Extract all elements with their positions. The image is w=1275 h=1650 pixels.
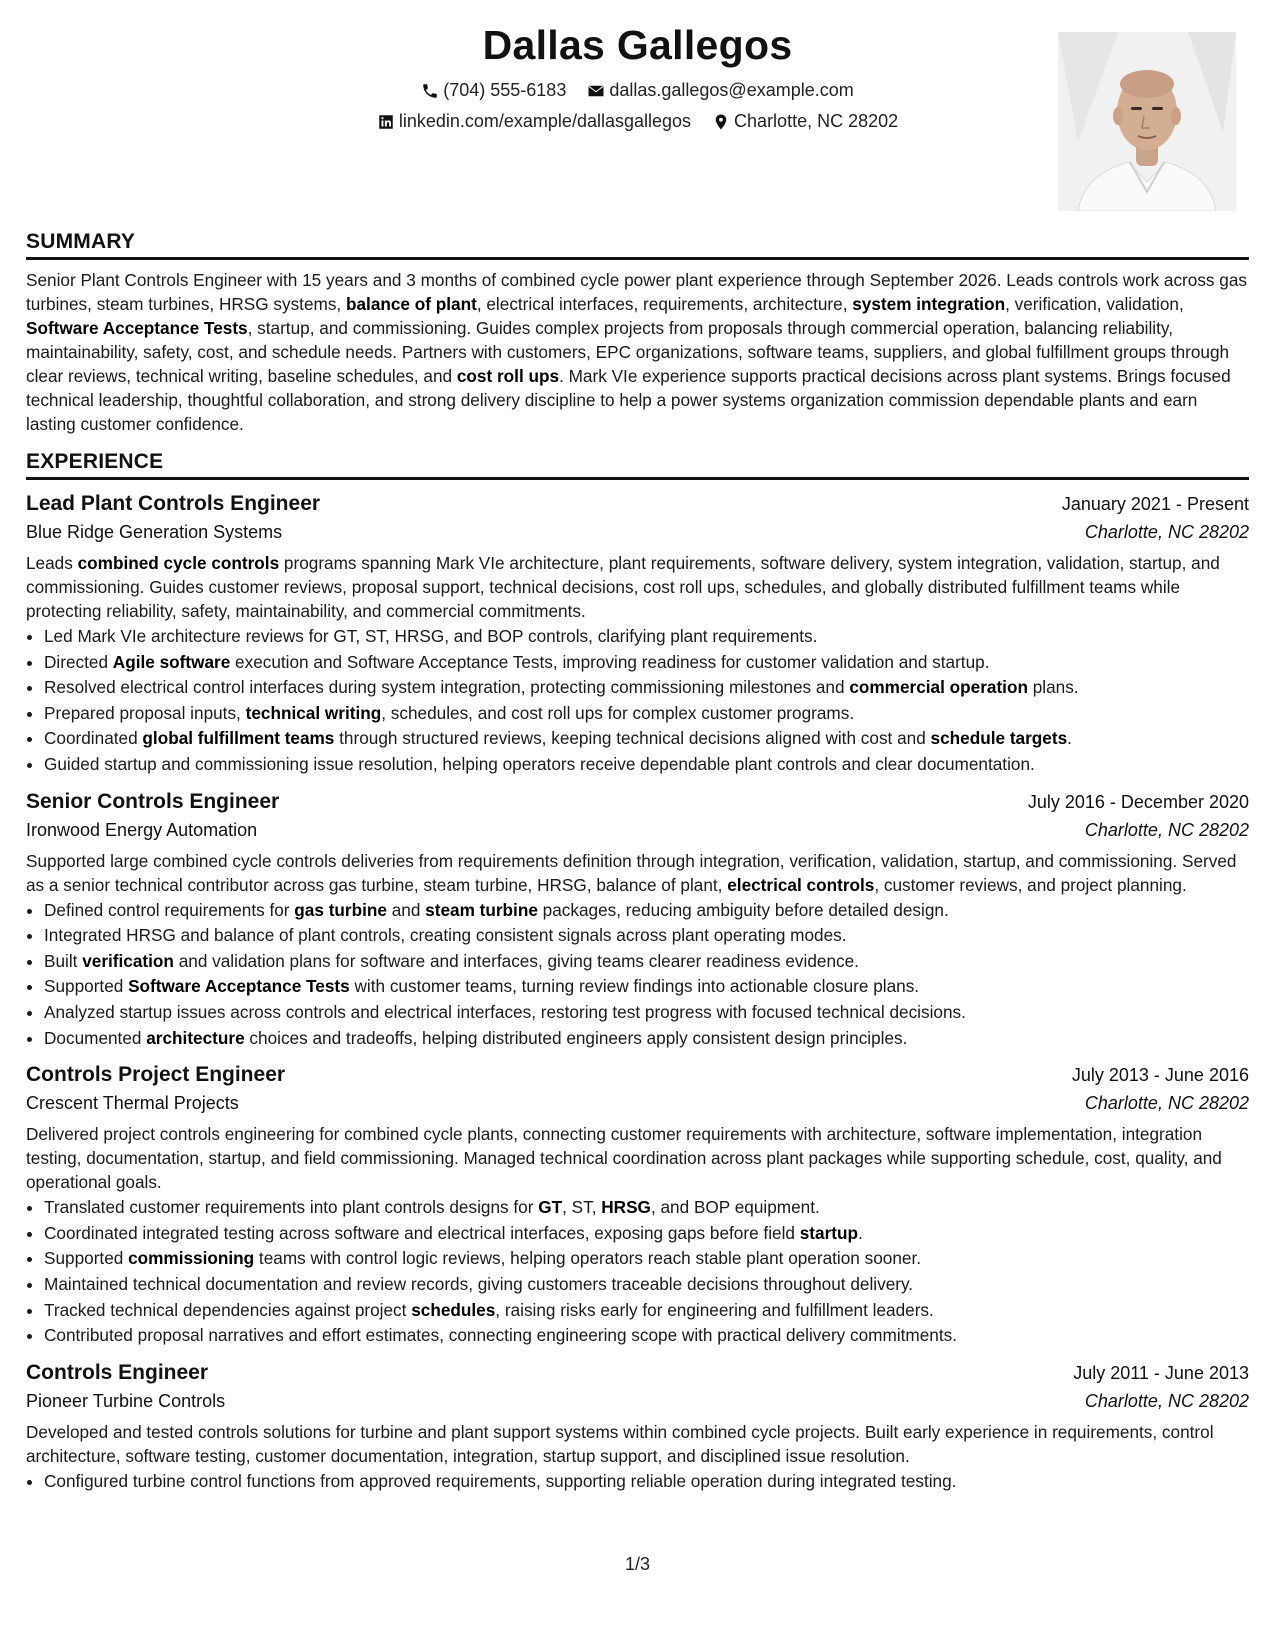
- text-run: Integrated HRSG and balance of plant controls, creating consistent signals across plant operating modes.: [44, 925, 847, 946]
- bullet-item: [44, 1026, 1249, 1052]
- job-location: Charlotte, NC 28202: [1084, 1093, 1249, 1114]
- phone-icon: [421, 82, 439, 100]
- text-run: , startup, and commissioning. Guides complex projects from proposals through commercial operation, balancing reliability, maintainability, safety, cost, and schedule needs. Partners with customers, EPC organizations, software teams, suppliers, and global fulfillment groups through clear reviews, technical writing, baseline schedules, and: [26, 318, 1230, 386]
- page-number: 1/3: [624, 1554, 651, 1574]
- phone-text: (704) 555-6183: [443, 80, 567, 100]
- bullet-item: [44, 1221, 1249, 1247]
- text-run: Coordinated integrated testing across software and electrical interfaces, exposing gaps before field: [44, 1222, 800, 1243]
- bold-keyword: electrical controls: [727, 874, 875, 895]
- bold-keyword: schedule targets: [930, 728, 1068, 749]
- text-run: Translated customer requirements into plant controls designs for: [44, 1197, 539, 1218]
- job-entry: [26, 790, 1249, 1052]
- text-run: , raising risks early for engineering and fulfillment leaders.: [495, 1299, 934, 1320]
- job-dates: July 2011 - June 2013: [1073, 1362, 1249, 1383]
- text-run: Senior Plant Controls Engineer with 15 years and 3 months of combined cycle power plant experience through September 2026. Leads controls work across gas turbines, steam turbines, HRSG systems,: [26, 270, 1247, 314]
- text-run: and validation plans for software and interfaces, giving teams clearer readiness evidence.: [173, 950, 859, 971]
- bullet-item: [44, 949, 1249, 975]
- job-location: Charlotte, NC 28202: [1084, 819, 1249, 840]
- text-run: Developed and tested controls solutions for turbine and plant support systems within combined cycle projects. Built early experience in requirements, control architecture, software testing, customer documentation, integration, startup support, and disciplined issue resolution.: [26, 1421, 1214, 1466]
- bullet-item: [44, 898, 1249, 924]
- job-title: Senior Controls Engineer: [26, 789, 280, 813]
- job-company-row: [26, 1087, 1249, 1114]
- text-run: Directed: [44, 651, 113, 672]
- bullet-item: [44, 752, 1249, 778]
- text-run: Maintained technical documentation and review records, giving customers traceable decisions throughout delivery.: [44, 1273, 914, 1294]
- bold-keyword: gas turbine: [294, 899, 387, 920]
- job-title-row: [26, 790, 1249, 814]
- text-run: Leads: [26, 553, 78, 573]
- resume-header: [26, 18, 1249, 216]
- bullet-item: [44, 624, 1249, 650]
- text-run: and: [386, 899, 426, 920]
- text-run: choices and tradeoffs, helping distributed engineers apply consistent design principles.: [244, 1027, 908, 1048]
- bullet-item: [44, 923, 1249, 949]
- job-description: [26, 551, 1249, 623]
- text-run: Prepared proposal inputs,: [44, 702, 246, 723]
- bullet-item: [44, 1000, 1249, 1026]
- text-run: Supported: [44, 1248, 129, 1269]
- bullet-item: [44, 1195, 1249, 1221]
- bold-keyword: steam turbine: [425, 899, 538, 920]
- text-run: with customer teams, turning review findings into actionable closure plans.: [349, 976, 920, 997]
- bullet-item: [44, 974, 1249, 1000]
- text-run: .: [1067, 728, 1072, 749]
- text-run: Supported large combined cycle controls deliveries from requirements definition through integration, verification, validation, startup, and commissioning. Served as a senior technical contributor across gas turbine, steam turbine, HRSG, balance of plant,: [26, 850, 1237, 895]
- profile-photo: [1058, 32, 1236, 211]
- text-run: . Mark VIe experience supports practical decisions across plant systems. Brings focused technical leadership, thoughtful collaboration, and strong delivery discipline to help a power systems organization commission dependable plants and earn lasting customer confidence.: [26, 366, 1231, 434]
- bold-keyword: cost roll ups: [456, 366, 560, 386]
- text-run: , verification, validation,: [1005, 294, 1184, 314]
- bold-keyword: HRSG: [601, 1197, 651, 1218]
- bullet-item: [44, 1469, 1249, 1495]
- job-company: Crescent Thermal Projects: [26, 1093, 239, 1114]
- bold-keyword: schedules: [411, 1299, 496, 1320]
- text-run: plans.: [1027, 677, 1079, 698]
- text-run: , schedules, and cost roll ups for complex customer programs.: [381, 702, 855, 723]
- text-run: Supported: [44, 976, 129, 997]
- job-title-row: [26, 1063, 1249, 1087]
- text-run: Built: [44, 950, 83, 971]
- linkedin-icon: [377, 113, 395, 131]
- bullet-item: [44, 1298, 1249, 1324]
- job-title: Controls Engineer: [26, 1360, 209, 1384]
- text-run: teams with control logic reviews, helping operators reach stable plant operation sooner.: [254, 1248, 922, 1269]
- bold-keyword: system integration: [852, 294, 1006, 314]
- experience-list: [26, 492, 1249, 1494]
- job-company-row: [26, 814, 1249, 841]
- job-bullets: [26, 898, 1249, 1052]
- bold-keyword: balance of plant: [345, 294, 477, 314]
- bold-keyword: Agile software: [112, 651, 231, 672]
- portrait-image: [1058, 32, 1236, 211]
- bullet-item: [44, 1246, 1249, 1272]
- job-company-row: [26, 516, 1249, 543]
- job-description: [26, 1420, 1249, 1468]
- contact-location: [712, 111, 898, 132]
- text-run: , electrical interfaces, requirements, architecture,: [476, 294, 853, 314]
- summary-text: [26, 268, 1249, 436]
- job-bullets: [26, 624, 1249, 778]
- bold-keyword: technical writing: [245, 702, 382, 723]
- text-run: Led Mark VIe architecture reviews for GT, ST, HRSG, and BOP controls, clarifying plant requirements.: [44, 626, 818, 646]
- summary-heading: SUMMARY: [26, 230, 1249, 260]
- text-run: execution and Software Acceptance Tests, improving readiness for customer validation and startup.: [230, 651, 990, 672]
- contact-linkedin[interactable]: [377, 111, 691, 132]
- bullet-item: [44, 701, 1249, 727]
- job-company: Pioneer Turbine Controls: [26, 1390, 226, 1411]
- text-run: , ST,: [562, 1197, 602, 1218]
- job-title-row: [26, 1361, 1249, 1385]
- text-run: through structured reviews, keeping technical decisions aligned with cost and: [334, 728, 931, 749]
- bullet-item: [44, 726, 1249, 752]
- email-link[interactable]: dallas.gallegos@example.com: [609, 80, 854, 100]
- job-entry: [26, 492, 1249, 778]
- job-company-row: [26, 1385, 1249, 1412]
- text-run: packages, reducing ambiguity before detailed design.: [537, 899, 949, 920]
- text-run: , and BOP equipment.: [650, 1197, 820, 1218]
- text-run: Documented: [44, 1027, 147, 1048]
- job-bullets: [26, 1195, 1249, 1349]
- bold-keyword: startup: [799, 1222, 858, 1243]
- bullet-item: [44, 650, 1249, 676]
- job-title: Lead Plant Controls Engineer: [26, 492, 321, 515]
- job-company: Blue Ridge Generation Systems: [26, 522, 283, 542]
- contact-phone: [421, 80, 566, 101]
- text-run: programs spanning Mark VIe architecture, plant requirements, software delivery, system integration, validation, startup, and commissioning. Guides customer reviews, proposal support, technical decisions, cost roll ups, schedules, and globally distributed fulfillment teams while protecting reliability, safety, maintainability, and commercial commitments.: [26, 553, 1220, 621]
- text-run: Coordinated: [44, 728, 143, 749]
- job-description: [26, 849, 1249, 897]
- bullet-item: [44, 1272, 1249, 1298]
- job-dates: July 2016 - December 2020: [1027, 791, 1249, 812]
- resume-page: [26, 18, 1249, 1494]
- text-run: Contributed proposal narratives and effort estimates, connecting engineering scope with practical delivery commitments.: [44, 1325, 957, 1346]
- text-run: Guided startup and commissioning issue resolution, helping operators receive dependable plant controls and clear documentation.: [44, 753, 1035, 774]
- bullet-item: [44, 675, 1249, 701]
- text-run: Resolved electrical control interfaces during system integration, protecting commissioning milestones and: [44, 677, 850, 698]
- bold-keyword: architecture: [146, 1027, 245, 1048]
- contact-email[interactable]: [587, 80, 853, 101]
- job-company: Ironwood Energy Automation: [26, 819, 258, 840]
- bullet-item: [44, 1323, 1249, 1349]
- text-run: , customer reviews, and project planning.: [874, 874, 1187, 895]
- bold-keyword: global fulfillment teams: [142, 728, 335, 749]
- job-dates: July 2013 - June 2016: [1071, 1065, 1249, 1086]
- job-title-row: [26, 492, 1249, 516]
- text-run: Defined control requirements for: [44, 899, 295, 920]
- envelope-icon: [587, 82, 605, 100]
- map-pin-icon: [712, 113, 730, 131]
- job-dates: January 2021 - Present: [1061, 494, 1249, 514]
- job-description: [26, 1122, 1249, 1194]
- linkedin-link[interactable]: linkedin.com/example/dallasgallegos: [398, 111, 692, 131]
- bold-keyword: Software Acceptance Tests: [26, 318, 248, 338]
- text-run: Analyzed startup issues across controls and electrical interfaces, restoring test progress with focused technical decisions.: [44, 1001, 966, 1022]
- bold-keyword: combined cycle controls: [77, 553, 280, 573]
- job-location: Charlotte, NC 28202: [1084, 1390, 1249, 1411]
- text-run: Configured turbine control functions from approved requirements, supporting reliable operation during integrated testing.: [44, 1470, 957, 1491]
- experience-heading: EXPERIENCE: [26, 450, 1249, 480]
- location-text: Charlotte, NC 28202: [734, 111, 899, 131]
- candidate-name: Dallas Gallegos: [482, 22, 793, 68]
- job-title: Controls Project Engineer: [26, 1063, 286, 1087]
- bold-keyword: Software Acceptance Tests: [128, 976, 350, 997]
- bold-keyword: GT: [538, 1197, 563, 1218]
- job-location: Charlotte, NC 28202: [1084, 522, 1249, 542]
- job-bullets: [26, 1469, 1249, 1495]
- bold-keyword: verification: [82, 950, 174, 971]
- text-run: Tracked technical dependencies against project: [44, 1299, 412, 1320]
- job-entry: [26, 1063, 1249, 1349]
- bold-keyword: commissioning: [128, 1248, 255, 1269]
- text-run: Delivered project controls engineering for combined cycle plants, connecting customer requirements with architecture, software implementation, integration testing, documentation, startup, and field commissioning. Managed technical coordination across plant packages while supporting schedule, cost, quality, and operational goals.: [26, 1124, 1222, 1193]
- bold-keyword: commercial operation: [849, 677, 1028, 698]
- job-entry: [26, 1361, 1249, 1495]
- text-run: .: [858, 1222, 863, 1243]
